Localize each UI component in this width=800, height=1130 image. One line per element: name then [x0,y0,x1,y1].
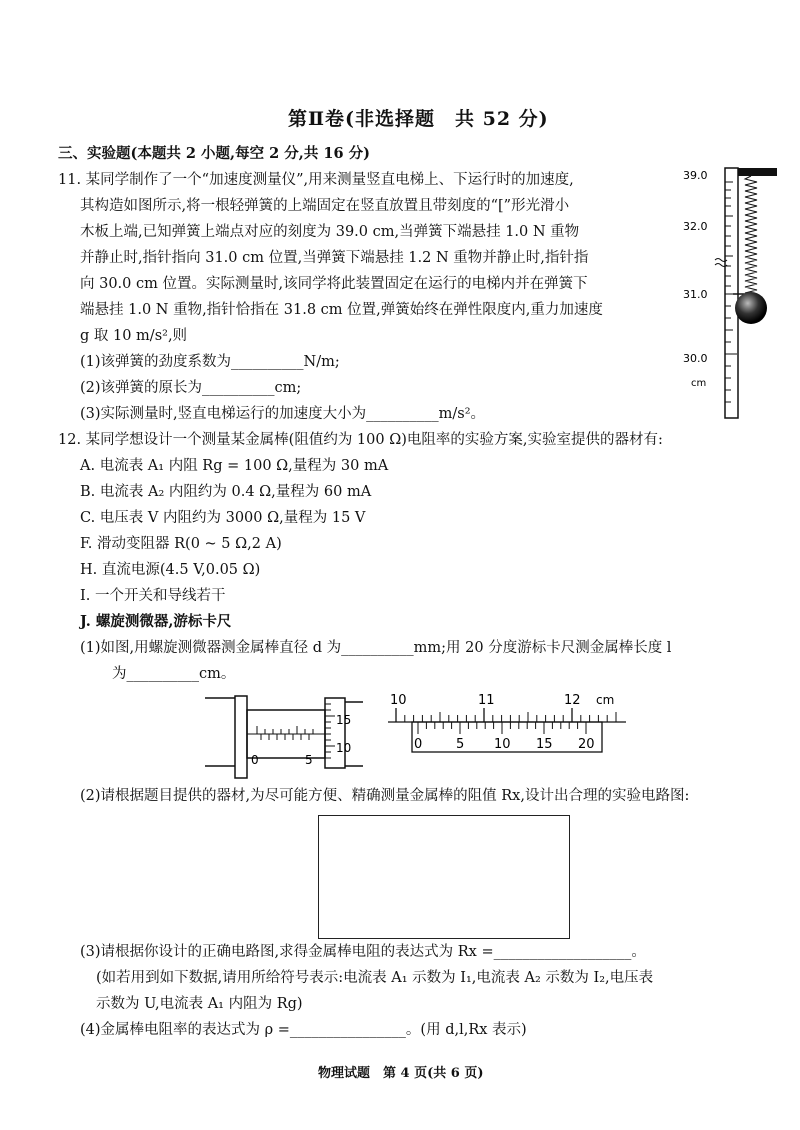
page-footer: 物理试题 第 4 页(共 6 页) [318,1066,484,1081]
q11-sub3: (3)实际测量时,竖直电梯运行的加速度大小为__________m/s²。 [80,406,486,422]
circuit-diagram-box [318,815,570,939]
q11-sub2: (2)该弹簧的原长为__________cm; [80,380,302,396]
q12-item: F. 滑动变阻器 R(0 ~ 5 Ω,2 A) [80,536,282,552]
micrometer-label: 0 [251,753,259,767]
q12-sub4: (4)金属棒电阻率的表达式为 ρ =________________。(用 d,l,Rx 表示) [80,1022,527,1038]
micrometer-label: 5 [305,753,313,767]
scale-label: 31.0 [683,288,708,301]
caliper-vernier-label: 5 [456,737,465,752]
q11-line: 11. 某同学制作了一个“加速度测量仪”,用来测量竖直电梯上、下运行时的加速度, [58,172,574,188]
scale-unit: cm [691,378,707,389]
q12-sub2: (2)请根据题目提供的器材,为尽可能方便、精确测量金属棒的阻值 Rx,设计出合理的实验电路图: [80,788,690,804]
section-title: 第Ⅱ卷(非选择题 共 52 分) [288,108,549,130]
q12-item: A. 电流表 A₁ 内阻 Rg = 100 Ω,量程为 30 mA [80,458,389,474]
vernier-caliper-figure [386,686,636,766]
q12-intro: 12. 某同学想设计一个测量某金属棒(阻值约为 100 Ω)电阻率的实验方案,实验室提供的器材有: [58,432,663,448]
scale-label: 39.0 [683,169,708,182]
scale-label: 32.0 [683,220,708,233]
micrometer-label: 10 [336,741,352,755]
caliper-main-label: 11 [478,693,495,708]
q11-line: 并静止时,指针指向 31.0 cm 位置,当弹簧下端悬挂 1.2 N 重物并静止时,指针指 [80,250,589,266]
q11-line: 端悬挂 1.0 N 重物,指针恰指在 31.8 cm 位置,弹簧始终在弹性限度内,重力加速度 [80,302,603,318]
caliper-main-label: 12 [564,693,581,708]
q11-sub1: (1)该弹簧的劲度系数为__________N/m; [80,354,340,370]
q12-sub1-line2: 为__________cm。 [112,666,236,682]
q12-sub3-note-line2: 示数为 U,电流表 A₁ 内阻为 Rg) [96,996,303,1012]
caliper-vernier-label: 15 [536,737,553,752]
q12-item: C. 电压表 V 内阻约为 3000 Ω,量程为 15 V [80,510,366,526]
caliper-vernier-label: 20 [578,737,595,752]
q11-line: 其构造如图所示,将一根轻弹簧的上端固定在竖直放置且带刻度的“[”形光滑小 [80,198,570,214]
q12-sub3: (3)请根据你设计的正确电路图,求得金属棒电阻的表达式为 Rx =___________________。 [80,944,646,960]
micrometer-figure [195,688,370,780]
q12-sub1-line1: (1)如图,用螺旋测微器测金属棒直径 d 为__________mm;用 20 分度游标卡尺测金属棒长度 l [80,640,672,656]
scale-label: 30.0 [683,352,708,365]
q11-line: 木板上端,已知弹簧上端点对应的刻度为 39.0 cm,当弹簧下端悬挂 1.0 N 重物 [80,224,580,240]
caliper-main-label: 10 [390,693,407,708]
caliper-unit: cm [596,693,615,707]
q12-item: I. 一个开关和导线若干 [80,588,226,604]
q12-item: B. 电流表 A₂ 内阻约为 0.4 Ω,量程为 60 mA [80,484,372,500]
q12-sub3-note-line1: (如若用到如下数据,请用所给符号表示:电流表 A₁ 示数为 I₁,电流表 A₂ 示数为 I₂,电压表 [96,970,654,986]
q11-line: 向 30.0 cm 位置。实际测量时,该同学将此装置固定在运行的电梯内并在弹簧下 [80,276,588,292]
q11-line: g 取 10 m/s²,则 [80,328,188,344]
weight-ball [735,292,767,324]
q12-item: H. 直流电源(4.5 V,0.05 Ω) [80,562,261,578]
part-heading: 三、实验题(本题共 2 小题,每空 2 分,共 16 分) [58,145,370,162]
micrometer-label: 15 [336,713,352,727]
spring-accelerometer-figure [675,160,785,430]
caliper-vernier-label: 10 [494,737,511,752]
q12-item: J. 螺旋测微器,游标卡尺 [80,613,232,630]
caliper-vernier-label: 0 [414,737,423,752]
